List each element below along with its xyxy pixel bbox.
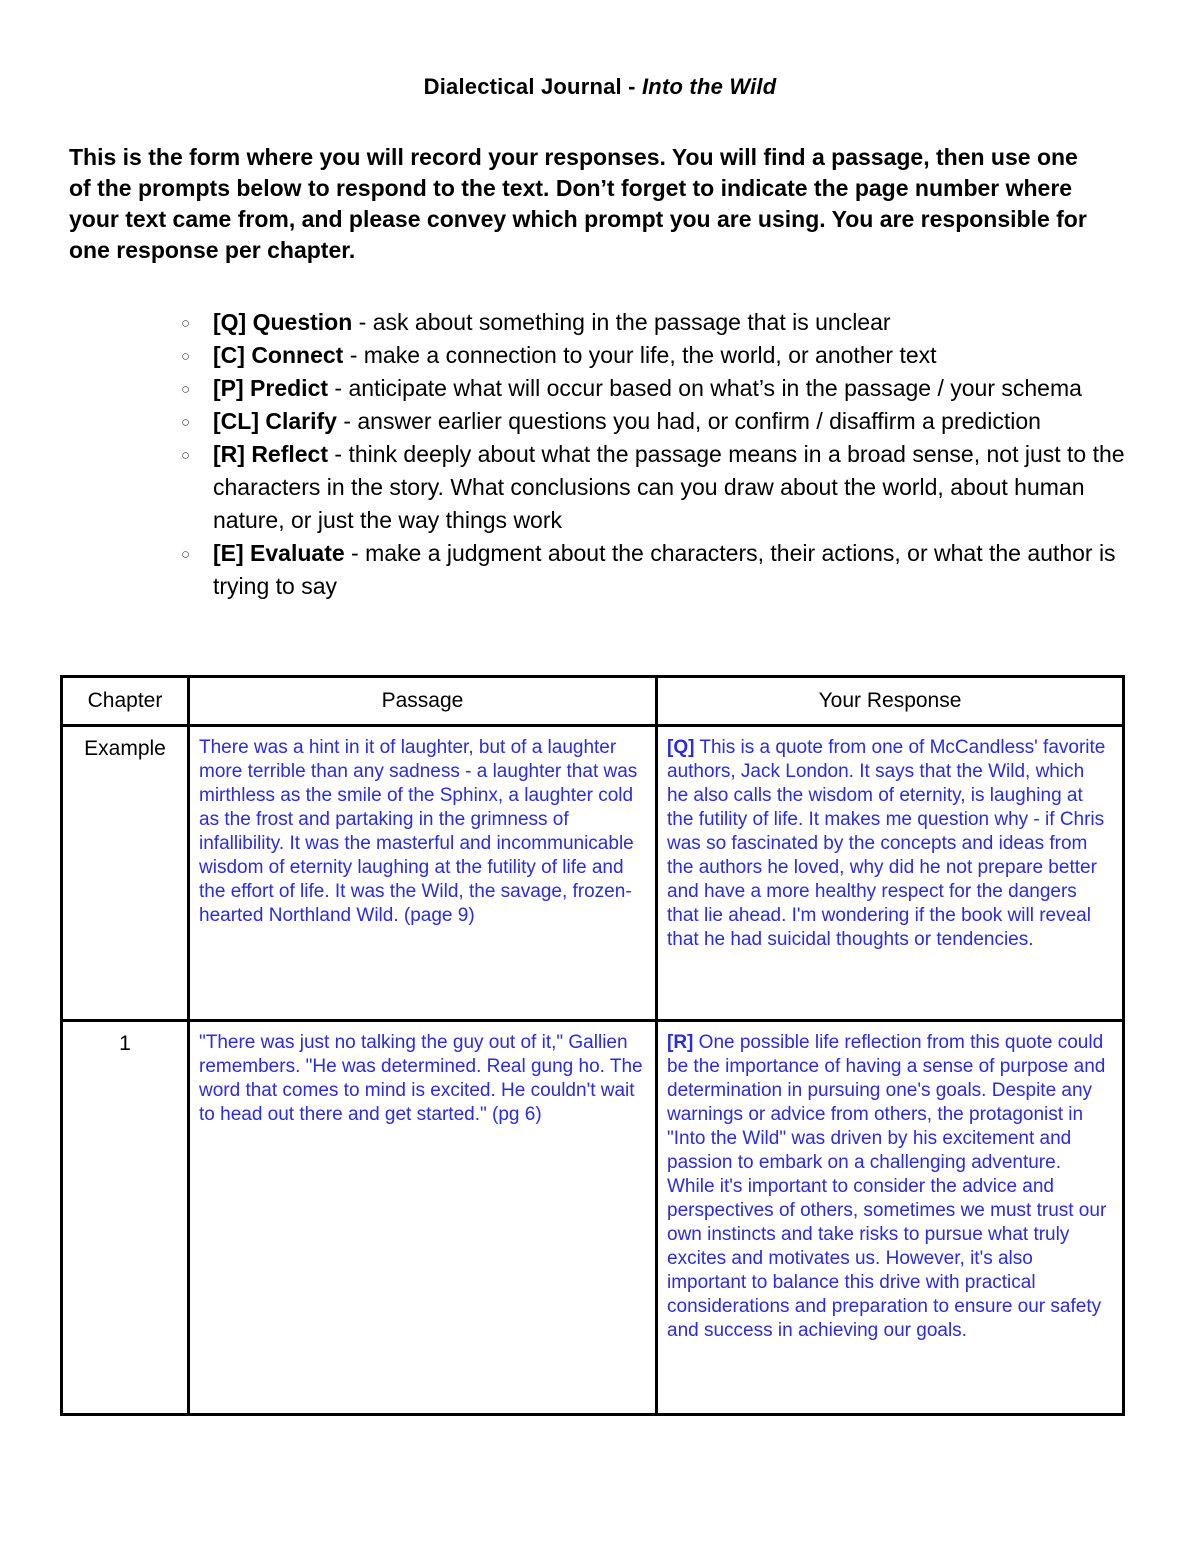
passage-cell <box>189 1021 657 1415</box>
response-tag: [R] <box>667 1032 694 1053</box>
table-row-example <box>62 726 1124 1021</box>
prompt-item-connect <box>181 339 1150 372</box>
column-header-passage: Passage <box>189 677 657 726</box>
prompt-term: [CL] Clarify <box>213 408 337 434</box>
page-title-book: Into the Wild <box>642 74 777 99</box>
prompt-item-clarify <box>181 405 1150 438</box>
table-header-row <box>62 677 1124 726</box>
prompt-item-reflect <box>181 438 1150 537</box>
passage-cell <box>189 726 657 1021</box>
column-header-chapter: Chapter <box>62 677 189 726</box>
prompt-desc: - ask about something in the passage that is unclear <box>358 309 891 335</box>
response-cell <box>657 726 1124 1021</box>
table-row-chapter-1 <box>62 1021 1124 1415</box>
page-title-prefix: Dialectical Journal - <box>423 74 642 99</box>
bullet-circle-icon: ○ <box>181 381 191 398</box>
prompt-desc: - think deeply about what the passage means in a broad sense, not just to the characters in the story. What conclusions can you draw about the world, about human nature, or just the way things work <box>213 441 1125 533</box>
prompt-term: [R] Reflect <box>213 441 329 467</box>
response-tag: [Q] <box>667 737 695 758</box>
bullet-circle-icon: ○ <box>181 447 191 464</box>
bullet-circle-icon: ○ <box>181 348 191 365</box>
journal-table <box>60 675 1125 1416</box>
prompt-term: [Q] Question <box>213 309 353 335</box>
intro-paragraph: This is the form where you will record your responses. You will find a passage, then use one of the prompts below to respond to the text. Don’t forget to indicate the page number where your text came from, and please convey which prompt you are using. You are responsible for one response per chapter. <box>69 144 1087 263</box>
prompt-item-predict <box>181 372 1150 405</box>
prompt-desc: - make a connection to your life, the world, or another text <box>349 342 937 368</box>
column-header-your-response: Your Response <box>657 677 1124 726</box>
passage-text: "There was just no talking the guy out of it," Gallien remembers. "He was determined. Real gung ho. The word that comes to mind is excited. He couldn't wait to head out there and get started." (pg 6) <box>199 1032 643 1125</box>
bullet-circle-icon: ○ <box>181 315 191 332</box>
bullet-circle-icon: ○ <box>181 414 191 431</box>
prompt-item-question <box>181 306 1150 339</box>
prompt-term: [P] Predict <box>213 375 329 401</box>
response-text: This is a quote from one of McCandless' favorite authors, Jack London. It says that the Wild, which he also calls the wisdom of eternity, is laughing at the futility of life. It makes me question why - if Chris was so fascinated by the concepts and ideas from the authors he loved, why did he not prepare better and have a more healthy respect for the dangers that lie ahead. I'm wondering if the book will reveal that he had suicidal thoughts or tendencies. <box>667 737 1106 950</box>
prompt-desc: - make a judgment about the characters, their actions, or what the author is trying to say <box>213 540 1116 599</box>
prompt-item-evaluate <box>181 537 1150 603</box>
chapter-cell: 1 <box>62 1021 189 1415</box>
response-cell <box>657 1021 1124 1415</box>
prompt-desc: - anticipate what will occur based on what’s in the passage / your schema <box>334 375 1082 401</box>
passage-text: There was a hint in it of laughter, but of a laughter more terrible than any sadness - a laughter that was mirthless as the smile of the Sphinx, a laughter cold as the frost and partaking in the grimness of infallibility. It was the masterful and incommunicable wisdom of eternity laughing at the futility of life and the effort of life. It was the Wild, the savage, frozen-hearted Northland Wild. (page 9) <box>199 737 638 926</box>
chapter-cell: Example <box>62 726 189 1021</box>
bullet-circle-icon: ○ <box>181 546 191 563</box>
prompt-term: [E] Evaluate <box>213 540 345 566</box>
page-title <box>60 74 1140 100</box>
prompt-term: [C] Connect <box>213 342 344 368</box>
prompt-list <box>60 306 1150 603</box>
prompt-desc: - answer earlier questions you had, or confirm / disaffirm a prediction <box>343 408 1041 434</box>
response-text: One possible life reflection from this quote could be the importance of having a sense of purpose and determination in pursuing one's goals. Despite any warnings or advice from others, the protagonist in "Into the Wild" was driven by his excitement and passion to embark on a challenging adventure. While it's important to consider the advice and perspectives of others, sometimes we must trust our own instincts and take risks to pursue what truly excites and motivates us. However, it's also important to balance this drive with practical considerations and preparation to ensure our safety and success in achieving our goals. <box>667 1032 1107 1341</box>
